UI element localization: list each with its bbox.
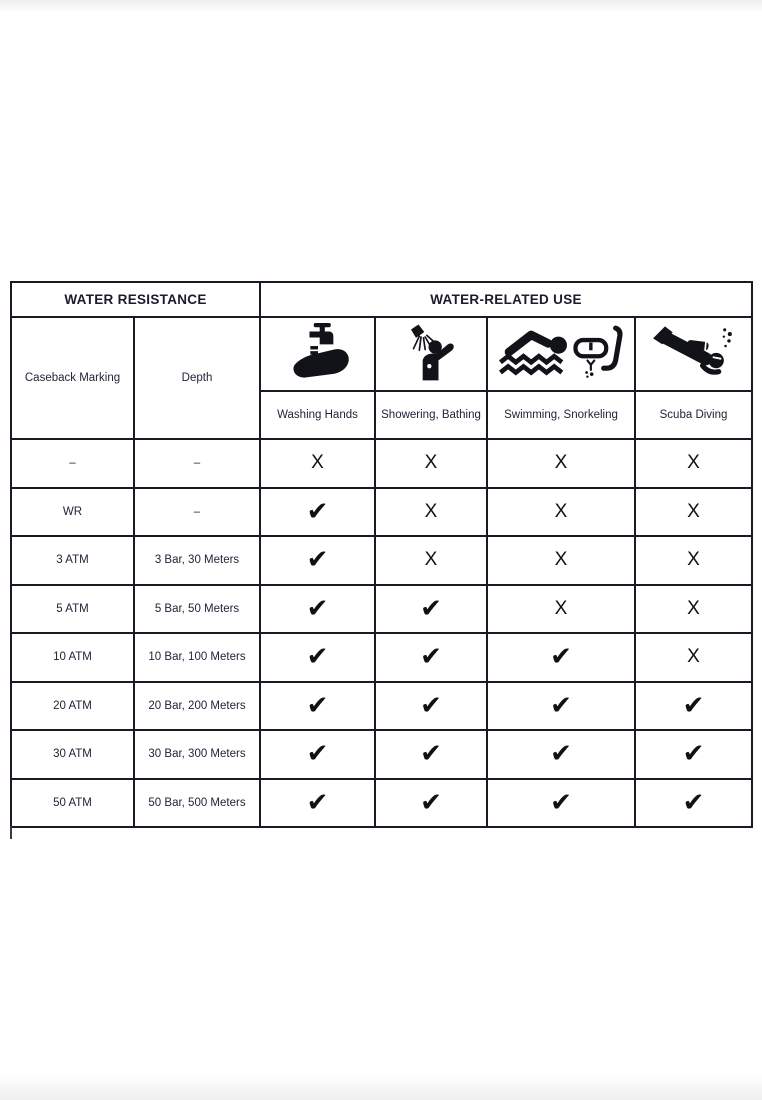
check-mark: ✔: [375, 779, 487, 828]
caseback-marking-value: 5 ATM: [11, 585, 134, 634]
check-mark: ✔: [375, 585, 487, 634]
check-mark: ✔: [635, 682, 752, 731]
x-mark: X: [487, 488, 635, 537]
caseback-marking-value: –: [11, 439, 134, 488]
caseback-marking-value: 3 ATM: [11, 536, 134, 585]
x-mark: X: [375, 488, 487, 537]
column-header-swimming-snorkeling: Swimming, Snorkeling: [487, 391, 635, 439]
washing-hands-icon: [285, 323, 351, 381]
table-row: [11, 536, 752, 585]
x-mark: X: [487, 439, 635, 488]
caseback-marking-value: WR: [11, 488, 134, 537]
table-body: [11, 439, 752, 827]
table-row: [11, 779, 752, 828]
table-bottom-stub: [10, 826, 12, 839]
scuba-diving-icon-cell: [635, 317, 752, 391]
column-header-depth: Depth: [134, 317, 260, 439]
x-mark: X: [635, 585, 752, 634]
depth-value: –: [134, 439, 260, 488]
x-mark: X: [635, 488, 752, 537]
activity-icon-row: [11, 317, 752, 391]
check-mark: ✔: [635, 730, 752, 779]
caseback-marking-value: 10 ATM: [11, 633, 134, 682]
caseback-marking-value: 30 ATM: [11, 730, 134, 779]
check-mark: ✔: [260, 682, 375, 731]
table-row: [11, 439, 752, 488]
showering-bathing-icon-cell: [375, 317, 487, 391]
check-mark: ✔: [260, 536, 375, 585]
check-mark: ✔: [260, 488, 375, 537]
check-mark: ✔: [375, 682, 487, 731]
header-water-related-use: WATER-RELATED USE: [260, 282, 752, 317]
check-mark: ✔: [375, 633, 487, 682]
x-mark: X: [375, 536, 487, 585]
check-mark: ✔: [635, 779, 752, 828]
table-row: [11, 585, 752, 634]
caseback-marking-value: 20 ATM: [11, 682, 134, 731]
header-group-row: [11, 282, 752, 317]
caseback-marking-value: 50 ATM: [11, 779, 134, 828]
column-header-washing-hands: Washing Hands: [260, 391, 375, 439]
depth-value: 10 Bar, 100 Meters: [134, 633, 260, 682]
check-mark: ✔: [260, 585, 375, 634]
table-row: [11, 730, 752, 779]
swimming-snorkeling-icon-cell: [487, 317, 635, 391]
swimming-snorkeling-icon: [494, 323, 628, 381]
column-header-scuba-diving: Scuba Diving: [635, 391, 752, 439]
depth-value: –: [134, 488, 260, 537]
scuba-diving-icon: [647, 323, 741, 381]
column-header-caseback-marking: Caseback Marking: [11, 317, 134, 439]
x-mark: X: [487, 585, 635, 634]
x-mark: X: [487, 536, 635, 585]
water-resistance-table: [10, 281, 753, 828]
check-mark: ✔: [260, 779, 375, 828]
showering-bathing-icon: [401, 323, 461, 381]
depth-value: 50 Bar, 500 Meters: [134, 779, 260, 828]
x-mark: X: [375, 439, 487, 488]
depth-value: 3 Bar, 30 Meters: [134, 536, 260, 585]
table-row: [11, 488, 752, 537]
check-mark: ✔: [487, 779, 635, 828]
x-mark: X: [635, 439, 752, 488]
check-mark: ✔: [260, 633, 375, 682]
column-header-showering-bathing: Showering, Bathing: [375, 391, 487, 439]
washing-hands-icon-cell: [260, 317, 375, 391]
check-mark: ✔: [260, 730, 375, 779]
table-row: [11, 633, 752, 682]
check-mark: ✔: [487, 633, 635, 682]
check-mark: ✔: [487, 682, 635, 731]
depth-value: 20 Bar, 200 Meters: [134, 682, 260, 731]
check-mark: ✔: [487, 730, 635, 779]
header-water-resistance: WATER RESISTANCE: [11, 282, 260, 317]
check-mark: ✔: [375, 730, 487, 779]
x-mark: X: [260, 439, 375, 488]
depth-value: 30 Bar, 300 Meters: [134, 730, 260, 779]
table-row: [11, 682, 752, 731]
x-mark: X: [635, 536, 752, 585]
depth-value: 5 Bar, 50 Meters: [134, 585, 260, 634]
x-mark: X: [635, 633, 752, 682]
